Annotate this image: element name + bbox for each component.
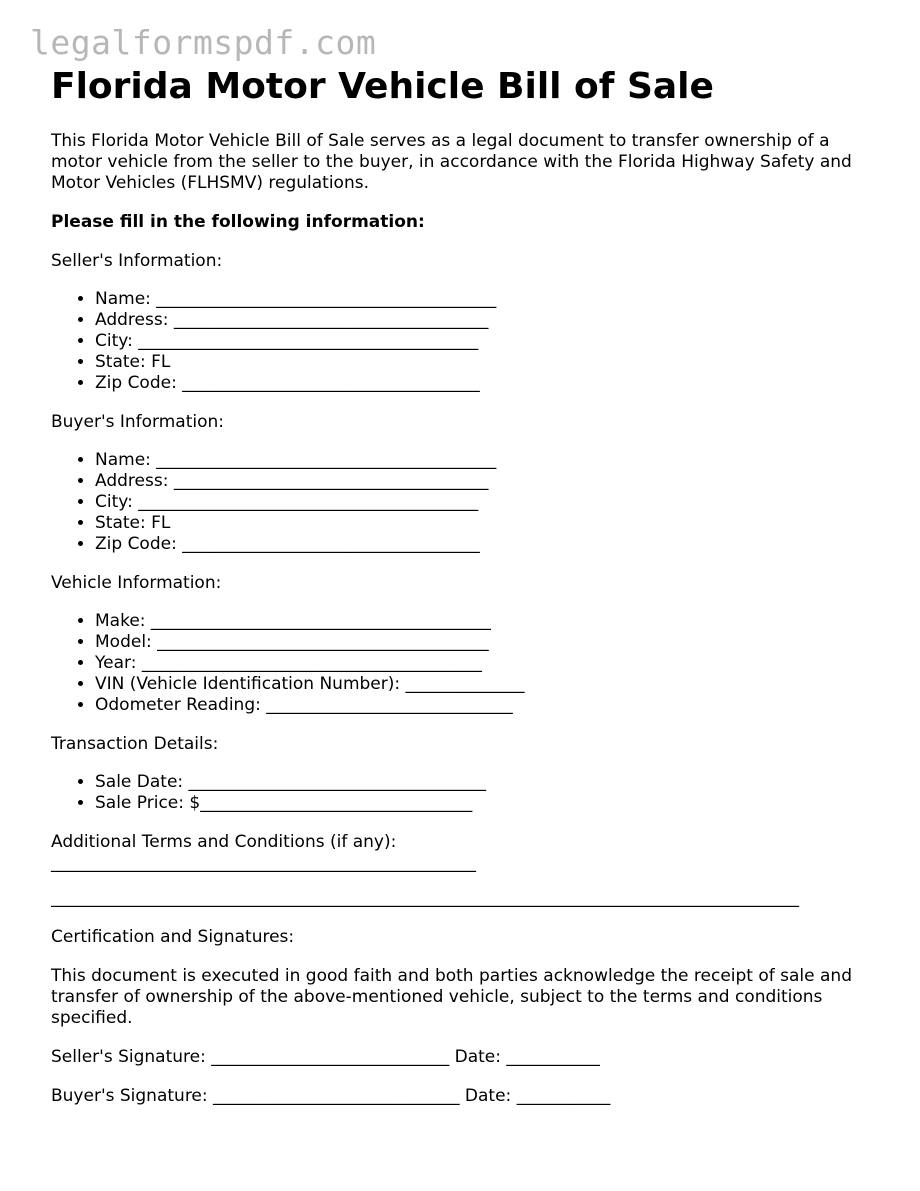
seller-fields bbox=[51, 289, 891, 394]
intro-paragraph: This Florida Motor Vehicle Bill of Sale serves as a legal document to transfer ownership of a motor vehicle from the seller to the buyer, in accordance with the Florida Highway Safety and Motor Vehicles (FLHSMV) regulations. bbox=[51, 131, 852, 193]
fill-prompt: Please fill in the following information: bbox=[51, 212, 425, 232]
page-title: Florida Motor Vehicle Bill of Sale bbox=[51, 66, 714, 107]
watermark: legalformspdf.com bbox=[30, 23, 377, 62]
sale-date-field[interactable]: • Sale Date: ___________________________________ bbox=[95, 772, 891, 793]
seller-state-field: • State: FL bbox=[95, 352, 891, 373]
sale-price-field[interactable]: • Sale Price: $________________________________ bbox=[95, 793, 891, 814]
vehicle-vin-field[interactable]: • VIN (Vehicle Identification Number): ______________ bbox=[95, 674, 891, 695]
terms-line-1[interactable]: __________________________________________________ bbox=[51, 853, 476, 873]
vehicle-odometer-field[interactable]: • Odometer Reading: _____________________________ bbox=[95, 695, 891, 716]
buyer-heading: Buyer's Information: bbox=[51, 412, 225, 432]
seller-heading: Seller's Information: bbox=[51, 251, 223, 271]
certification-text: This document is executed in good faith and both parties acknowledge the receipt of sale and transfer of ownership of the above-mentioned vehicle, subject to the terms and conditions specified. bbox=[51, 966, 853, 1028]
transaction-fields bbox=[51, 772, 891, 814]
buyer-signature-line[interactable]: Buyer's Signature: _____________________________ Date: ___________ bbox=[51, 1086, 611, 1106]
buyer-zip-field[interactable]: • Zip Code: ___________________________________ bbox=[95, 534, 891, 555]
document-body bbox=[51, 66, 891, 1107]
buyer-state-field: • State: FL bbox=[95, 513, 891, 534]
seller-zip-field[interactable]: • Zip Code: ___________________________________ bbox=[95, 373, 891, 394]
terms-heading: Additional Terms and Conditions (if any): bbox=[51, 832, 397, 852]
certification-heading: Certification and Signatures: bbox=[51, 927, 295, 947]
seller-signature-line[interactable]: Seller's Signature: ____________________________ Date: ___________ bbox=[51, 1047, 600, 1067]
vehicle-model-field[interactable]: • Model: _______________________________________ bbox=[95, 632, 891, 653]
transaction-heading: Transaction Details: bbox=[51, 734, 219, 754]
vehicle-heading: Vehicle Information: bbox=[51, 573, 222, 593]
buyer-name-field[interactable]: • Name: ________________________________________ bbox=[95, 450, 891, 471]
vehicle-make-field[interactable]: • Make: ________________________________________ bbox=[95, 611, 891, 632]
vehicle-year-field[interactable]: • Year: ________________________________________ bbox=[95, 653, 891, 674]
buyer-address-field[interactable]: • Address: _____________________________________ bbox=[95, 471, 891, 492]
vehicle-fields bbox=[51, 611, 891, 716]
buyer-city-field[interactable]: • City: ________________________________________ bbox=[95, 492, 891, 513]
buyer-fields bbox=[51, 450, 891, 555]
seller-address-field[interactable]: • Address: _____________________________________ bbox=[95, 310, 891, 331]
terms-line-2[interactable]: ________________________________________________________________________________________ bbox=[51, 888, 799, 908]
seller-name-field[interactable]: • Name: ________________________________________ bbox=[95, 289, 891, 310]
seller-city-field[interactable]: • City: ________________________________________ bbox=[95, 331, 891, 352]
